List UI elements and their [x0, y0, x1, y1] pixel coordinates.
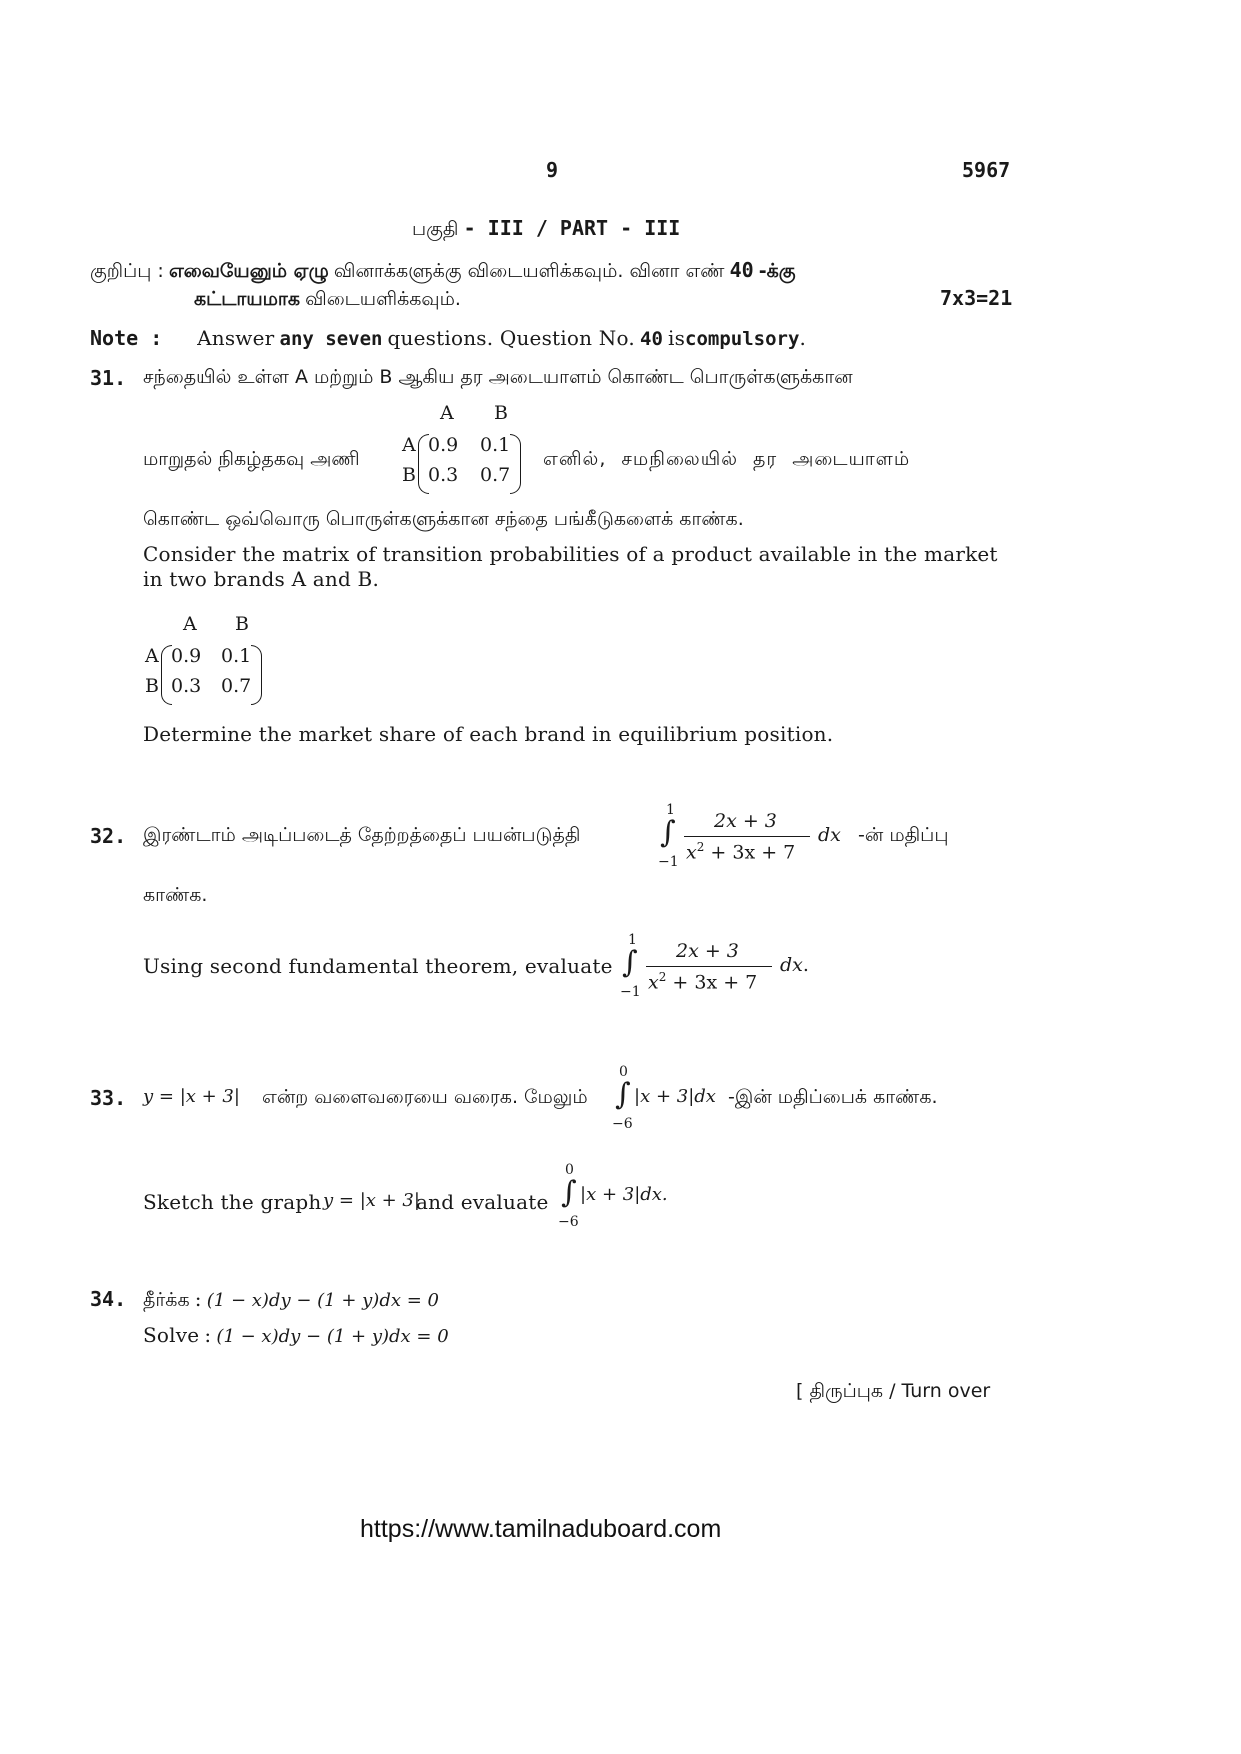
instruction-tamil-line1 — [90, 258, 796, 285]
note-label: Note : — [90, 326, 163, 350]
instruction-text-2: விடையளிக்கவும். — [305, 288, 461, 310]
transition-matrix-tamil — [402, 402, 532, 497]
matrix-col-header-a: A — [440, 402, 454, 424]
question-34-colon: : — [204, 1323, 212, 1347]
matrix-cell: 0.9 — [428, 434, 459, 456]
question-34-english-line — [143, 1323, 449, 1347]
question-33-number: 33. — [90, 1086, 127, 1110]
integral-lower-limit: −1 — [658, 854, 679, 870]
question-31-tamil-line2-end: எனில், சமநிலையில் தர அடையாளம் — [543, 448, 911, 470]
turn-over-note — [796, 1380, 990, 1405]
matrix-cell: 0.7 — [221, 675, 252, 697]
denominator-rest: + 3x + 7 — [666, 971, 758, 994]
compulsory-question-number: 40 — [729, 258, 754, 282]
note-bold-3: compulsory — [685, 328, 800, 350]
question-31-tamil-line2-start: மாறுதல் நிகழ்தகவு அணி — [143, 448, 360, 470]
note-bold-1: any seven — [279, 328, 383, 350]
fraction-numerator: 2x + 3 — [676, 940, 739, 962]
question-33-equation: y = |x + 3| — [143, 1086, 240, 1107]
integral-upper-limit: 0 — [565, 1162, 574, 1178]
matrix-cell: 0.1 — [221, 645, 252, 667]
instruction-bold: எவையேனும் ஏழு — [168, 260, 329, 282]
question-33-english-start: Sketch the graph — [143, 1190, 322, 1214]
page-number: 9 — [546, 158, 559, 182]
part-title-tamil: பகுதி — [412, 218, 459, 240]
question-32-tamil-end: -ன் மதிப்பு — [858, 824, 949, 846]
question-34-colon: : — [194, 1287, 202, 1311]
denominator-exponent: 2 — [658, 970, 667, 984]
matrix-cell: 0.3 — [171, 675, 202, 697]
question-32-english: Using second fundamental theorem, evaluate — [143, 954, 613, 978]
sentence-end: . — [802, 954, 809, 976]
note-line — [90, 326, 806, 350]
matrix-row-label-b: B — [145, 675, 159, 697]
question-34-english-label: Solve — [143, 1323, 200, 1347]
differential: dx — [780, 954, 803, 976]
question-32-number: 32. — [90, 824, 127, 848]
question-34-tamil-line — [143, 1287, 439, 1314]
fraction-numerator: 2x + 3 — [714, 810, 777, 832]
integral-lower-limit: −6 — [612, 1116, 633, 1132]
question-33-english-integrand: |x + 3|dx. — [580, 1184, 668, 1205]
denominator-variable: x — [686, 841, 697, 864]
question-33-english-mid: and evaluate — [416, 1190, 549, 1214]
matrix-cell: 0.1 — [480, 434, 511, 456]
paper-code: 5967 — [962, 158, 1011, 182]
integral-sign: ∫ — [561, 1175, 577, 1210]
denominator-variable: x — [648, 971, 659, 994]
denominator-rest: + 3x + 7 — [704, 841, 796, 864]
question-31-tamil-line1: சந்தையில் உள்ள A மற்றும் B ஆகிய தர அடையாளம் கொண்ட பொருள்களுக்கான — [143, 366, 853, 388]
question-31-english-line1: Consider the matrix of transition probabilities of a product available in the market — [143, 542, 998, 566]
note-text-1: Answer — [197, 326, 275, 350]
matrix-cell: 0.3 — [428, 464, 459, 486]
question-31-number: 31. — [90, 366, 127, 390]
turn-over-text: [ திருப்புக / Turn over — [796, 1380, 991, 1402]
denominator-exponent: 2 — [696, 840, 705, 854]
part-title-english: - III / PART - III — [463, 216, 681, 240]
fraction-denominator — [686, 840, 795, 863]
transition-matrix-english — [145, 613, 275, 708]
question-32-tamil-line2: காண்க. — [143, 884, 208, 906]
fraction-denominator — [648, 970, 757, 993]
integral-32-english-differential — [780, 954, 809, 976]
question-33-tamil-end: -இன் மதிப்பைக் காண்க. — [728, 1086, 938, 1108]
note-bold-2: 40 — [640, 328, 663, 350]
matrix-cell: 0.9 — [171, 645, 202, 667]
matrix-cell: 0.7 — [480, 464, 511, 486]
part-title — [412, 216, 680, 243]
footer-url[interactable]: https://www.tamilnaduboard.com — [360, 1515, 722, 1543]
instruction-bold-2: கட்டாயமாக — [194, 288, 300, 310]
question-31-tamil-line3: கொண்ட ஒவ்வொரு பொருள்களுக்கான சந்தை பங்கீடுகளைக் காண்க. — [143, 508, 744, 530]
instruction-tamil-line2 — [194, 288, 461, 313]
matrix-col-header-b: B — [235, 613, 249, 635]
question-34-equation: (1 − x)dy − (1 + y)dx = 0 — [206, 1290, 439, 1311]
question-34-equation: (1 − x)dy − (1 + y)dx = 0 — [216, 1326, 449, 1347]
question-33-tamil-mid: என்ற வளைவரையை வரைக. மேலும் — [262, 1086, 588, 1108]
integral-lower-limit: −6 — [558, 1214, 579, 1230]
integral-sign: ∫ — [622, 945, 638, 980]
integral-upper-limit: 1 — [666, 802, 675, 818]
integral-sign: ∫ — [660, 815, 676, 850]
matrix-row-label-b: B — [402, 464, 416, 486]
question-34-tamil-label: தீர்க்க — [143, 1289, 190, 1311]
integral-upper-limit: 0 — [619, 1064, 628, 1080]
note-text-3: is — [667, 326, 686, 350]
fraction-bar — [646, 966, 772, 967]
question-33-integrand: |x + 3|dx — [634, 1086, 716, 1107]
question-31-english-line2: in two brands A and B. — [143, 567, 380, 591]
integral-sign: ∫ — [615, 1077, 631, 1112]
matrix-col-header-b: B — [494, 402, 508, 424]
marks-scheme: 7x3=21 — [940, 286, 1013, 310]
instruction-text: வினாக்களுக்கு விடையளிக்கவும். வினா எண் — [333, 260, 725, 282]
question-31-english-line3: Determine the market share of each brand in equilibrium position. — [143, 722, 834, 746]
instruction-label: குறிப்பு : — [90, 260, 164, 282]
question-34-number: 34. — [90, 1287, 127, 1311]
matrix-row-label-a: A — [402, 434, 416, 456]
integral-lower-limit: −1 — [620, 984, 641, 1000]
note-end: . — [799, 326, 806, 350]
matrix-col-header-a: A — [183, 613, 197, 635]
fraction-bar — [684, 836, 810, 837]
instruction-suffix: -க்கு — [758, 260, 796, 282]
matrix-row-label-a: A — [145, 645, 159, 667]
question-33-english-equation: y = |x + 3| — [323, 1190, 420, 1211]
note-text-2: questions. Question No. — [387, 326, 635, 350]
matrix-right-bracket — [510, 434, 521, 494]
integral-32-differential: dx — [818, 824, 841, 846]
integral-upper-limit: 1 — [628, 932, 637, 948]
question-32-tamil-start: இரண்டாம் அடிப்படைத் தேற்றத்தைப் பயன்படுத்தி — [143, 824, 581, 846]
matrix-right-bracket — [251, 645, 262, 705]
